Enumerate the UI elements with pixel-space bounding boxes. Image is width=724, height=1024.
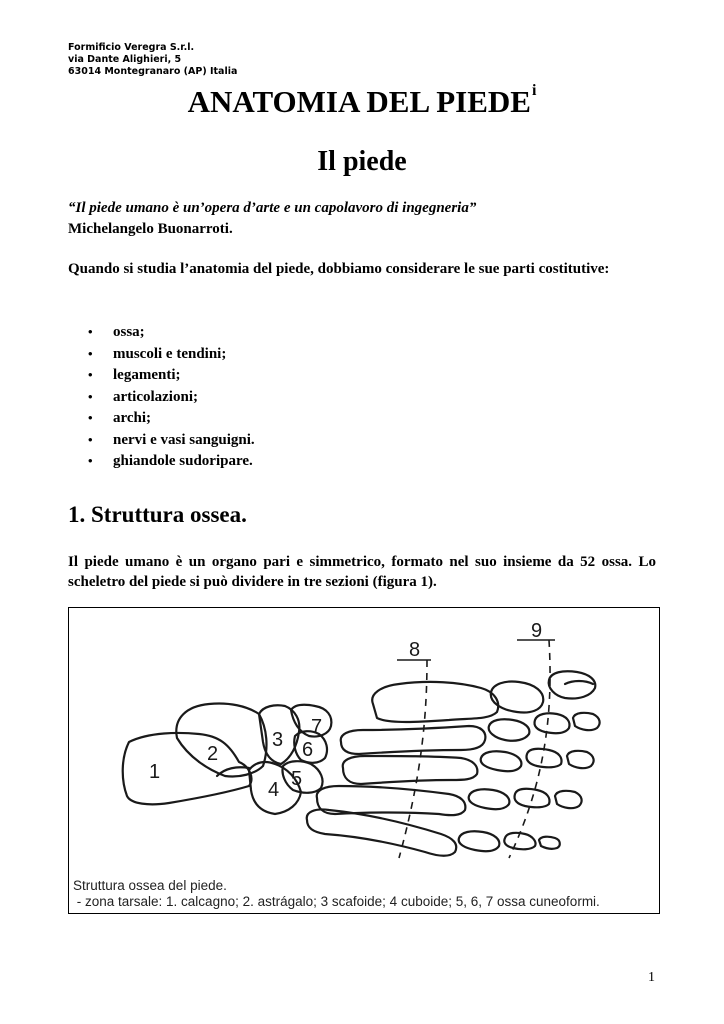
section-paragraph: Il piede umano è un organo pari e simmetrico, formato nel suo insieme da 52 ossa. Lo scheletro del piede si può dividere in tre sezioni (figura 1). xyxy=(68,554,656,590)
list-item-text: articolazioni; xyxy=(113,388,198,405)
list-item xyxy=(88,450,255,472)
bullet: • xyxy=(88,324,93,339)
bone-phalanx xyxy=(526,749,561,768)
bone-label: 3 xyxy=(272,729,284,751)
letterhead xyxy=(68,42,237,78)
section-label: 8 xyxy=(409,639,421,661)
bone-metatarsal-2 xyxy=(341,726,486,754)
bone-phalanx xyxy=(555,791,582,808)
bone-phalanx xyxy=(567,751,594,768)
bone-label: 7 xyxy=(311,716,323,738)
bone-label: 1 xyxy=(149,761,161,783)
company-name: Formificio Veregra S.r.l. xyxy=(68,42,195,53)
subtitle: Il piede xyxy=(317,146,407,177)
list-item xyxy=(88,386,255,408)
bone-phalanx xyxy=(481,751,522,771)
list-item-text: muscoli e tendini; xyxy=(113,345,227,362)
bone-metatarsal-3 xyxy=(343,756,478,784)
document-title xyxy=(0,84,724,120)
company-street: via Dante Alighieri, 5 xyxy=(68,54,182,65)
list-item xyxy=(88,343,255,365)
list-item xyxy=(88,321,255,343)
quote: “Il piede umano è un’opera d’arte e un capolavoro di ingegneria” xyxy=(68,200,477,216)
list-item-text: ossa; xyxy=(113,324,145,340)
list-item xyxy=(88,364,255,386)
bone-cuneiform-5 xyxy=(282,761,322,793)
bone-label: 4 xyxy=(268,779,280,801)
list-item xyxy=(88,429,255,451)
list-item-text: legamenti; xyxy=(113,367,181,383)
bullet: • xyxy=(88,345,93,361)
list-item-text: nervi e vasi sanguigni. xyxy=(113,431,255,448)
bone-label: 5 xyxy=(291,768,303,790)
bullet: • xyxy=(88,367,93,382)
caption-line: - zona tarsale: 1. calcagno; 2. astrágalo; 3 scafoide; 4 cuboide; 5, 6, 7 ossa cuneoformi. xyxy=(73,894,600,909)
list-item-text: ghiandole sudoripare. xyxy=(113,453,253,469)
page-number: 1 xyxy=(648,970,655,985)
foot-skeleton-figure xyxy=(68,607,660,914)
bone-phalanx xyxy=(534,713,569,733)
bone-label: 2 xyxy=(207,743,219,765)
quote-author: Michelangelo Buonarroti. xyxy=(68,221,233,237)
bullet: • xyxy=(88,388,93,404)
section-label: 9 xyxy=(531,620,543,642)
caption-line: Struttura ossea del piede. xyxy=(73,878,227,893)
bone-phalanx xyxy=(469,789,510,809)
bullet: • xyxy=(88,453,93,468)
list-item-text: archi; xyxy=(113,410,152,426)
bone-label: 6 xyxy=(302,739,314,761)
list-item xyxy=(88,407,255,429)
figure-caption xyxy=(73,878,600,910)
bone-phalanx xyxy=(573,713,600,730)
bullet: • xyxy=(88,410,93,425)
bullet: • xyxy=(88,431,93,447)
bone-metatarsal-5 xyxy=(307,809,456,855)
bone-metatarsal-1 xyxy=(372,682,498,722)
section-boundary-9 xyxy=(509,640,550,858)
bone-phalanx xyxy=(459,831,500,851)
foot-skeleton-illustration xyxy=(69,608,659,913)
bone-phalanx xyxy=(489,719,530,741)
bone-phalanx xyxy=(549,671,596,698)
bone-phalanx xyxy=(539,837,560,849)
section-heading: 1. Struttura ossea. xyxy=(68,502,247,527)
bone-phalanx xyxy=(565,681,593,684)
parts-list xyxy=(88,321,255,472)
intro-paragraph: Quando si studia l’anatomia del piede, dobbiamo considerare le sue parti costitutive: xyxy=(68,261,610,277)
title-footnote-marker: i xyxy=(531,82,537,99)
title-text: ANATOMIA DEL PIEDE xyxy=(187,84,531,119)
company-city: 63014 Montegranaro (AP) Italia xyxy=(68,66,238,77)
